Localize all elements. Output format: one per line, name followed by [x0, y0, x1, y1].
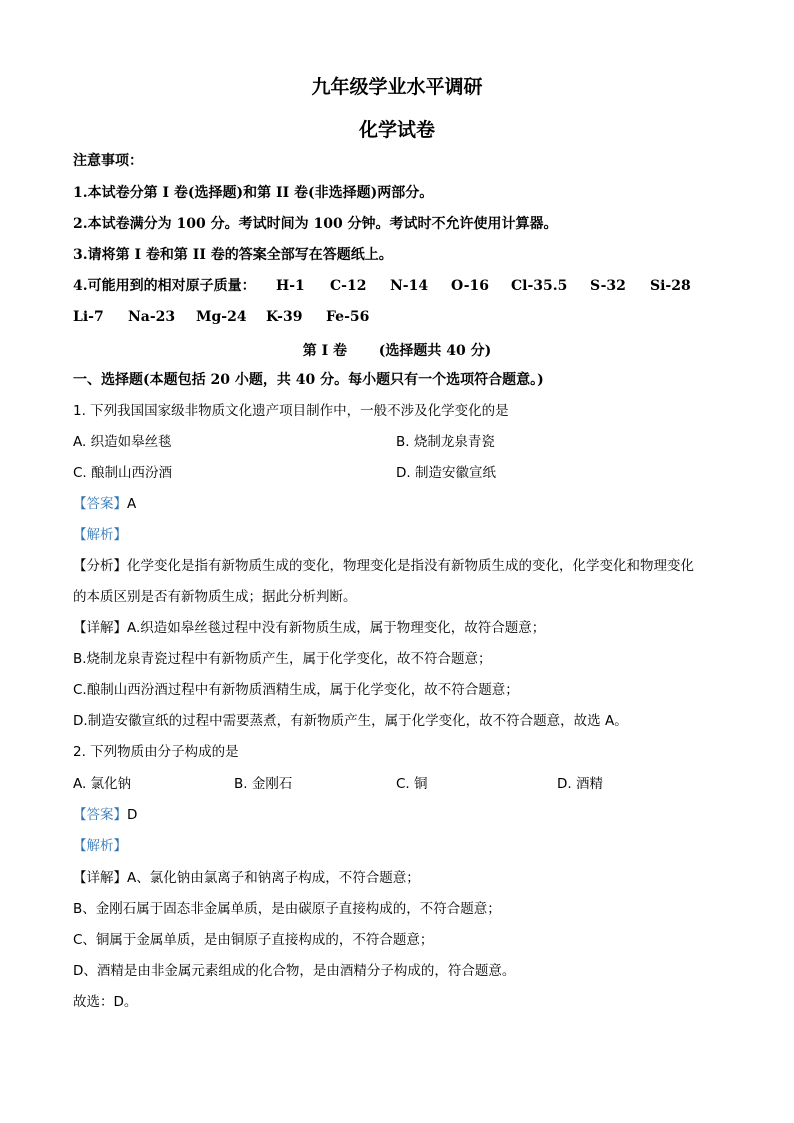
atomic-mass: Mg-24	[196, 309, 247, 325]
q1-detail-d: D.制造安徽宣纸的过程中需要蒸煮，有新物质产生，属于化学变化，故不符合题意，故选 A。	[73, 713, 628, 729]
q2-detail-a	[73, 869, 420, 887]
part-label: 第 I 卷	[302, 343, 348, 359]
answer-value: A	[127, 496, 137, 512]
fenxi-text: 化学变化是指有新物质生成的变化，物理变化是指没有新物质生成的变化，化学变化和物理变化	[127, 558, 694, 574]
q1-fenxi-cont: 的本质区别是否有新物质生成；据此分析判断。	[73, 589, 357, 605]
q1-option-c: C. 酿制山西汾酒	[73, 465, 173, 481]
q2-option-c: C. 铜	[396, 776, 428, 792]
section-heading: 一、选择题(本题包括 20 小题，共 40 分。每小题只有一个选项符合题意。)	[73, 372, 544, 388]
atomic-mass: H-1	[276, 278, 305, 294]
detail-text: A.织造如皋丝毯过程中没有新物质生成，属于物理变化，故符合题意；	[127, 620, 546, 636]
atomic-mass: Na-23	[128, 309, 176, 325]
q2-detail-b: B、金刚石属于固态非金属单质，是由碳原子直接构成的，不符合题意；	[73, 901, 501, 917]
detail-tag: 【详解】	[73, 620, 127, 636]
q2-option-a: A. 氯化钠	[73, 776, 132, 792]
q2-detail-d: D、酒精是由非金属元素组成的化合物，是由酒精分子构成的，符合题意。	[73, 963, 516, 979]
note-1: 1.本试卷分第 I 卷(选择题)和第 II 卷(非选择题)两部分。	[73, 185, 434, 201]
note-2: 2.本试卷满分为 100 分。考试时间为 100 分钟。考试时不允许使用计算器。	[73, 216, 558, 232]
q2-analysis-tag: 【解析】	[73, 838, 127, 854]
atomic-mass: Li-7	[73, 309, 104, 325]
detail-tag: 【详解】	[73, 870, 127, 886]
q2-detail-c: C、铜属于金属单质，是由铜原子直接构成的，不符合题意；	[73, 932, 434, 948]
atomic-mass: K-39	[266, 309, 303, 325]
note-4-label: 4.可能用到的相对原子质量：	[73, 278, 256, 294]
detail-text: A、氯化钠由氯离子和钠离子构成，不符合题意；	[127, 870, 420, 886]
q1-option-a: A. 织造如皋丝毯	[73, 434, 172, 450]
answer-tag: 【答案】	[73, 807, 127, 823]
q2-option-d: D. 酒精	[557, 776, 603, 792]
atomic-mass: Cl-35.5	[511, 278, 568, 294]
exam-title: 九年级学业水平调研	[311, 76, 483, 98]
atomic-mass: C-12	[330, 278, 367, 294]
notes-heading: 注意事项：	[73, 153, 143, 169]
atomic-mass: N-14	[390, 278, 429, 294]
answer-tag: 【答案】	[73, 496, 127, 512]
q1-detail-c: C.酿制山西汾酒过程中有新物质酒精生成，属于化学变化，故不符合题意；	[73, 682, 519, 698]
q2-stem: 2. 下列物质由分子构成的是	[73, 744, 239, 760]
q2-answer	[73, 806, 137, 824]
q1-detail-b: B.烧制龙泉青瓷过程中有新物质产生，属于化学变化，故不符合题意；	[73, 651, 492, 667]
atomic-mass: S-32	[590, 278, 626, 294]
q2-option-b: B. 金刚石	[234, 776, 293, 792]
fenxi-tag: 【分析】	[73, 558, 127, 574]
part-description: (选择题共 40 分)	[378, 343, 492, 359]
q1-stem: 1. 下列我国国家级非物质文化遗产项目制作中，一般不涉及化学变化的是	[73, 403, 509, 419]
q1-detail-a	[73, 619, 545, 637]
q1-option-b: B. 烧制龙泉青瓷	[396, 434, 495, 450]
q1-answer	[73, 495, 136, 513]
note-3: 3.请将第 I 卷和第 II 卷的答案全部写在答题纸上。	[73, 247, 393, 263]
part-heading	[0, 340, 794, 360]
q2-conclusion: 故选：D。	[73, 994, 138, 1010]
q1-fenxi	[73, 557, 694, 575]
atomic-mass: O-16	[451, 278, 490, 294]
exam-subtitle: 化学试卷	[358, 119, 435, 141]
atomic-mass: Fe-56	[326, 309, 370, 325]
q1-option-d: D. 制造安徽宣纸	[396, 465, 496, 481]
q1-analysis-tag: 【解析】	[73, 527, 127, 543]
atomic-mass: Si-28	[650, 278, 691, 294]
answer-value: D	[127, 807, 138, 823]
